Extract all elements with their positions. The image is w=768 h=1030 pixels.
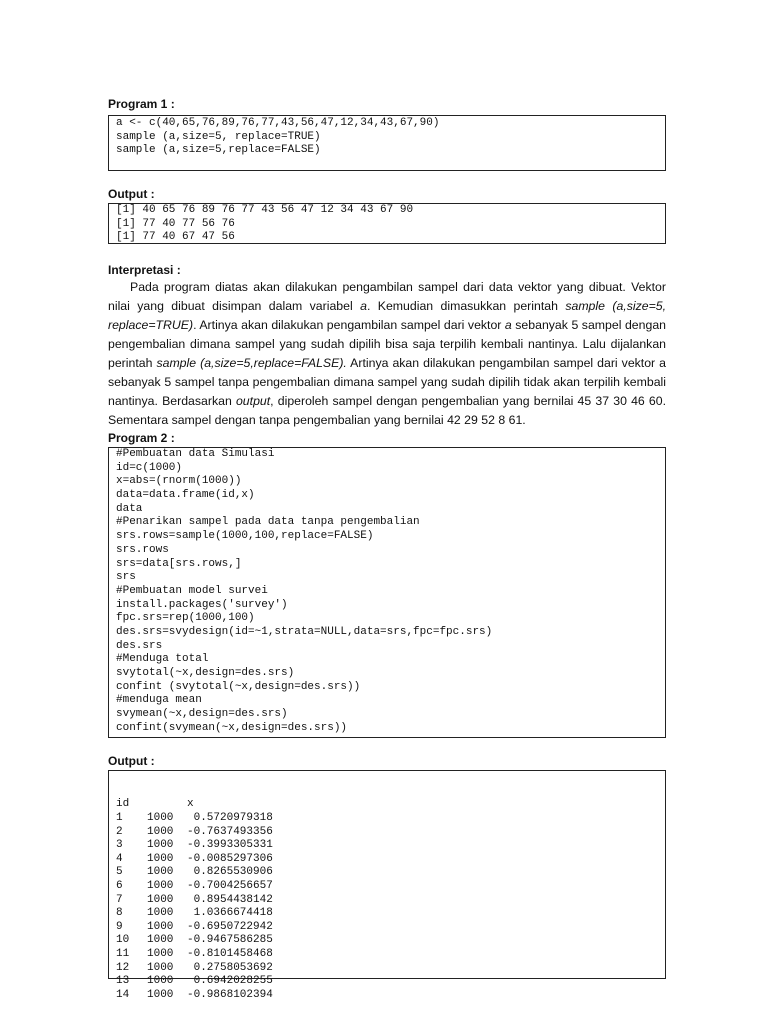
- table-header-row: [116, 798, 273, 812]
- cell-n: 1000: [147, 975, 174, 988]
- program2-code-line: #Pembuatan data Simulasi: [116, 448, 275, 460]
- table-row: [116, 880, 273, 894]
- cell-n: 1000: [147, 839, 174, 852]
- program1-label: Program 1 :: [108, 97, 175, 111]
- cell-id: 12: [116, 961, 130, 974]
- cell-n: 1000: [147, 920, 174, 933]
- program2-label: Program 2 :: [108, 431, 175, 445]
- program2-code-box: [108, 447, 666, 738]
- cell-n: 1000: [147, 866, 174, 879]
- cell-n: 1000: [147, 879, 174, 892]
- cell-n: 1000: [147, 907, 174, 920]
- cell-id: 7: [116, 893, 123, 906]
- cell-n: 1000: [147, 825, 174, 838]
- program2-code-line: data=data.frame(id,x): [116, 489, 255, 502]
- cell-n: 1000: [147, 961, 174, 974]
- output1-label: Output :: [108, 187, 155, 201]
- cell-id: 13: [116, 975, 130, 988]
- program2-code-line: id=c(1000): [116, 461, 183, 474]
- table-row: [116, 866, 273, 880]
- interpretasi-paragraph: [108, 278, 666, 430]
- cell-id: 3: [116, 839, 123, 852]
- table-row: [116, 812, 273, 826]
- program2-code-line: confint(svymean(~x,design=des.srs)): [116, 721, 348, 734]
- program2-code-line: srs: [116, 571, 136, 584]
- interp-text-6: , diperoleh sampel dengan pengembalian yang bernilai 45 37 30 46 60. Sementara sampel dengan tanpa pengembalian yang bernilai 42 29 52 8 61.: [108, 394, 667, 427]
- program2-code-line: srs.rows=sample(1000,100,replace=FALSE): [116, 530, 374, 543]
- program2-code-line: #menduga mean: [116, 694, 202, 707]
- cell-id: 11: [116, 947, 130, 960]
- cell-x: 0.8954438142: [187, 893, 273, 906]
- program2-code-line: svymean(~x,design=des.srs): [116, 708, 288, 721]
- document-page: [108, 96, 667, 1001]
- table-row: [116, 921, 273, 935]
- cell-x: -0.6950722942: [187, 920, 273, 933]
- cell-x: 0.5720979318: [187, 812, 273, 824]
- cell-x: -0.3993305331: [187, 839, 273, 852]
- table-row: [116, 839, 273, 853]
- output1-line: [1] 77 40 77 56 76: [116, 217, 235, 230]
- program2-code-line: #Menduga total: [116, 653, 209, 666]
- interp-cmd-1: sample (a,size=5, replace=TRUE): [108, 299, 667, 332]
- output2-box: [108, 770, 666, 1001]
- interp-text-3: . Artinya akan dilakukan pengambilan sampel dari vektor: [193, 318, 505, 332]
- program2-code-line: #Pembuatan model survei: [116, 584, 268, 597]
- table-row: [116, 853, 273, 867]
- cell-x: 0.8265530906: [187, 866, 273, 879]
- cell-id: 9: [116, 920, 123, 933]
- cell-id: 1: [116, 812, 123, 824]
- cell-x: 0.2758053692: [187, 961, 273, 974]
- interp-var-a2: a: [504, 318, 512, 332]
- cell-id: id: [116, 798, 130, 811]
- interp-text-2: . Kemudian dimasukkan perintah: [366, 299, 566, 313]
- output1-line: [1] 77 40 67 47 56: [116, 231, 235, 244]
- cell-id: 2: [116, 825, 123, 838]
- program1-code-box: [108, 115, 666, 171]
- cell-n: 1000: [147, 852, 174, 865]
- cell-id: 14: [116, 988, 130, 1001]
- program1-code-line: sample (a,size=5,replace=FALSE): [116, 144, 321, 157]
- cell-n: 1000: [147, 947, 174, 960]
- cell-x: -0.7004256657: [187, 879, 273, 892]
- cell-id: 4: [116, 852, 123, 865]
- program2-code-line: fpc.srs=rep(1000,100): [116, 612, 255, 625]
- interp-output-word: output: [235, 394, 271, 408]
- program2-code-line: srs.rows: [116, 543, 169, 556]
- program2-code-line: confint (svytotal(~x,design=des.srs)): [116, 680, 361, 693]
- program2-code-line: data: [116, 502, 143, 515]
- cell-x: -0.7637493356: [187, 825, 273, 838]
- cell-n: 1000: [147, 934, 174, 947]
- cell-x: x: [187, 798, 194, 811]
- table-row: [116, 975, 273, 989]
- table-row: [116, 907, 273, 921]
- cell-id: 10: [116, 934, 130, 947]
- interp-text-4: sebanyak 5 sampel dengan pengembalian dimana sampel yang sudah dipilih bisa saja terpilih kembali nantinya. Lalu dijalankan perintah: [108, 318, 666, 370]
- cell-id: 8: [116, 907, 123, 920]
- cell-n: [147, 798, 187, 812]
- table-row: [116, 948, 273, 962]
- table-row: [116, 826, 273, 840]
- table-row: [116, 894, 273, 908]
- cell-x: -0.9467586285: [187, 934, 273, 947]
- cell-n: 1000: [147, 893, 174, 906]
- program2-code-line: svytotal(~x,design=des.srs): [116, 667, 295, 679]
- interp-var-a: a: [360, 299, 367, 313]
- output2-label: Output :: [108, 754, 155, 768]
- table-row: [116, 962, 273, 976]
- output1-box: [108, 203, 666, 244]
- interp-text-1: Pada program diatas akan dilakukan pengambilan sampel dari data vektor yang dibuat. Vektor nilai yang dibuat disimpan dalam variabel: [108, 280, 666, 313]
- program2-code-line: des.srs=svydesign(id=~1,strata=NULL,data=srs,fpc=fpc.srs): [116, 625, 493, 638]
- program2-code-line: x=abs=(rnorm(1000)): [116, 475, 242, 488]
- interpretasi-label: Interpretasi :: [108, 263, 181, 277]
- cell-x: 0.6942028255: [187, 975, 273, 988]
- cell-id: 5: [116, 866, 123, 879]
- output2-table: [116, 798, 273, 1002]
- cell-x: -0.9868102394: [187, 988, 273, 1001]
- program1-code-line: sample (a,size=5, replace=TRUE): [116, 130, 321, 143]
- program1-code-line: a <- c(40,65,76,89,76,77,43,56,47,12,34,43,67,90): [116, 117, 440, 129]
- table-row: [116, 934, 273, 948]
- cell-x: 1.0366674418: [187, 907, 273, 920]
- interp-cmd-2: sample (a,size=5,replace=FALSE).: [156, 356, 347, 370]
- cell-x: -0.0085297306: [187, 852, 273, 865]
- output1-line: [1] 40 65 76 89 76 77 43 56 47 12 34 43 67 90: [116, 204, 414, 216]
- cell-x: -0.8101458468: [187, 947, 273, 960]
- program2-code-line: des.srs: [116, 639, 163, 652]
- program2-code-line: srs=data[srs.rows,]: [116, 557, 242, 570]
- interp-text-5: Artinya akan dilakukan pengambilan sampel dari vektor a sebanyak 5 sampel tanpa pengembalian dimana sampel yang sudah dipilih tidak akan terpilih kembali nantinya. Berdasarkan: [108, 356, 667, 408]
- program2-code-line: install.packages('survey'): [116, 598, 288, 611]
- cell-n: 1000: [147, 988, 174, 1001]
- cell-id: 6: [116, 879, 123, 892]
- table-row: [116, 989, 273, 1003]
- cell-n: 1000: [147, 812, 174, 824]
- program2-code-line: #Penarikan sampel pada data tanpa pengembalian: [116, 516, 420, 529]
